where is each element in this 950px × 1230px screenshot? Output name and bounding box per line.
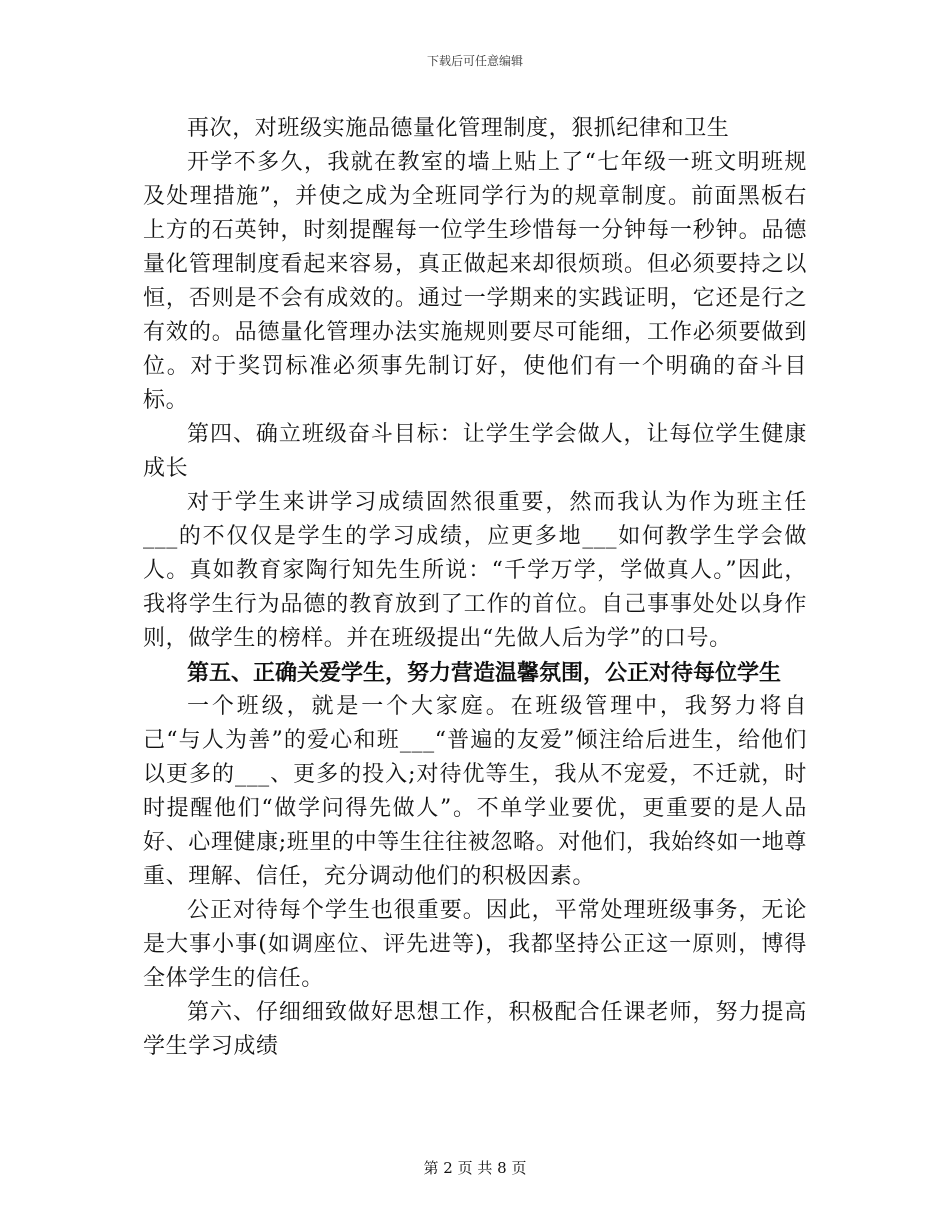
page-number: 第 2 页 共 8 页: [423, 1159, 527, 1177]
page-header-note: 下载后可任意编辑: [426, 54, 523, 68]
paragraph-section-six-heading: 第六、仔细细致做好思想工作，积极配合任课老师，努力提高学生学习成绩: [143, 1000, 807, 1059]
paragraph-learn-to-be-human: 对于学生来讲学习成绩固然很重要，然而我认为作为班主任___的不仅仅是学生的学习成绩，应更多地___如何教学生学会做人。真如教育家陶行知先生所说：“千学万学，学做真人。”因此，我将学生行为品德的教育放到了工作的首位。自己事事处处以身作则，做学生的榜样。并在班级提出“先做人后为学”的口号。: [143, 490, 807, 651]
paragraph-discipline-heading: 再次，对班级实施品德量化管理制度，狠抓纪律和卫生: [187, 116, 730, 141]
document-body: [143, 112, 807, 1064]
paragraph-class-as-family: 一个班级，就是一个大家庭。在班级管理中，我努力将自己“与人为善”的爱心和班___“普遍的友爱”倾注给后进生，给他们以更多的___、更多的投入;对待优等生，我从不宠爱，不迁就，时时提醒他们“做学问得先做人”。不单学业要优，更重要的是人品好、心理健康;班里的中等生往往被忽略。对他们，我始终如一地尊重、理解、信任，充分调动他们的积极因素。: [143, 694, 807, 889]
paragraph-fairness: 公正对待每个学生也很重要。因此，平常处理班级事务，无论是大事小事(如调座位、评先进等)，我都坚持公正这一原则，博得全体学生的信任。: [143, 898, 807, 991]
paragraph-section-five-heading: 第五、正确关爱学生，努力营造温馨氛围，公正对待每位学生: [187, 660, 782, 686]
paragraph-section-four-heading: 第四、确立班级奋斗目标：让学生学会做人，让每位学生健康成长: [143, 422, 807, 481]
paragraph-class-rules: 开学不多久，我就在教室的墙上贴上了“七年级一班文明班规及处理措施”，并使之成为全班同学行为的规章制度。前面黑板右上方的石英钟，时刻提醒每一位学生珍惜每一分钟每一秒钟。品德量化管理制度看起来容易，真正做起来却很烦琐。但必须要持之以恒，否则是不会有成效的。通过一学期来的实践证明，它还是行之有效的。品德量化管理办法实施规则要尽可能细，工作必须要做到位。对于奖罚标准必须事先制订好，使他们有一个明确的奋斗目标。: [143, 150, 807, 413]
